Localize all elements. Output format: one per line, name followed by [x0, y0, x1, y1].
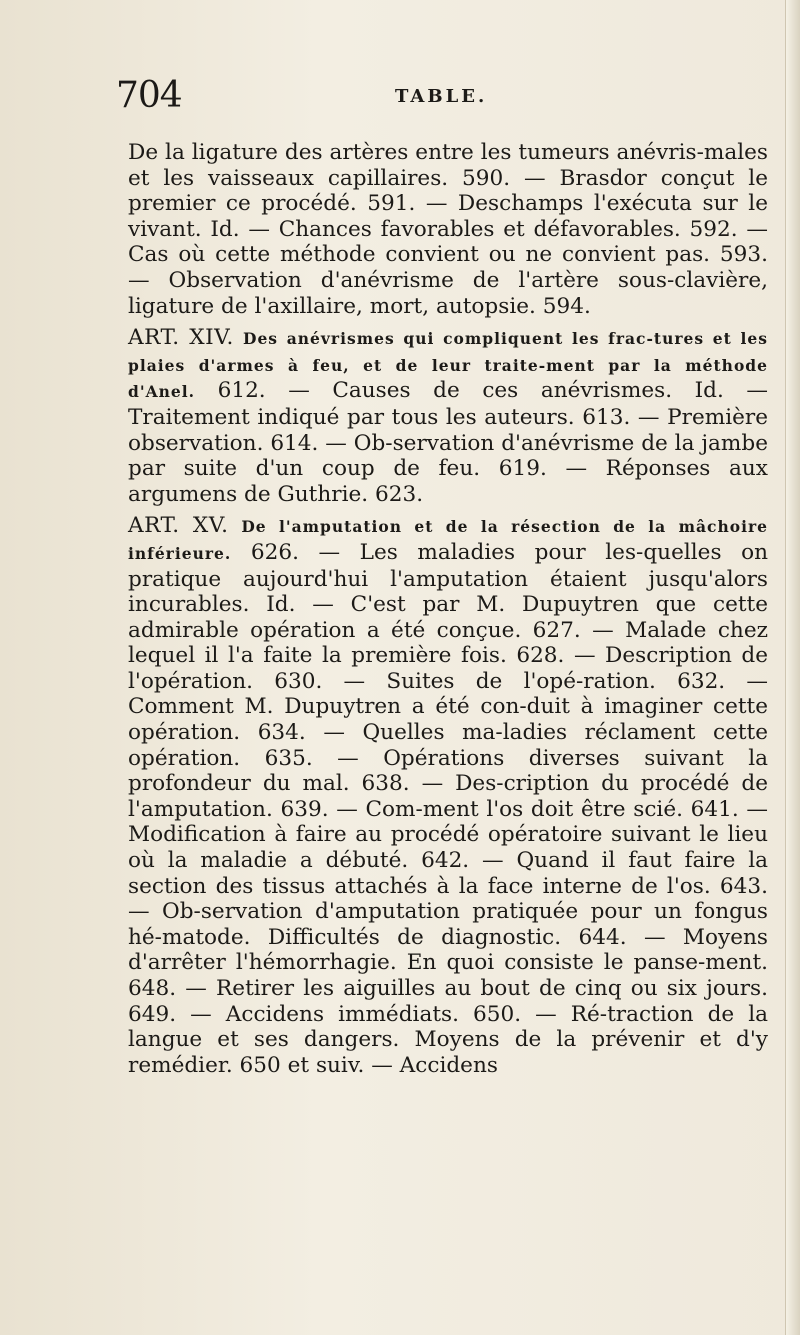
table-of-contents-text [128, 140, 768, 1084]
page-edge [785, 0, 800, 1335]
entry-text: 626. — Les maladies pour les-quelles on pratique aujourd'hui l'amputation étaient jusqu'alors incurables. Id. — C'est par M. Dupuytren que cette admirable opération a été conçue. 627. — Malade chez lequel il l'a faite la première fois. 628. — Description de l'opération. 630. — Suites de l'opé-ration. 632. — Comment M. Dupuytren a été con-duit à imaginer cette opération. 634. — Quelles ma-ladies réclament cette opération. 635. — Opérations diverses suivant la profondeur du mal. 638. — Des-cription du procédé de l'amputation. 639. — Com-ment l'os doit être scié. 641. — Modification à faire au procédé opératoire suivant le lieu où la maladie a débuté. 642. — Quand il faut faire la section des tissus attachés à la face interne de l'os. 643. — Ob-servation d'amputation pratiquée pour un fongus hé-matode. Difficultés de diagnostic. 644. — Moyens d'arrêter l'hémorrhagie. En quoi consiste le panse-ment. 648. — Retirer les aiguilles au bout de cinq ou six jours. 649. — Accidens immédiats. 650. — Ré-traction de la langue et ses dangers. Moyens de la prévenir et d'y remédier. 650 et suiv. — Accidens [128, 539, 768, 1078]
running-title: TABLE. [395, 86, 488, 107]
page-number: 704 [116, 75, 182, 116]
article-number: ART. XIV. [128, 325, 234, 351]
toc-entry-article-xiv [128, 325, 768, 507]
entry-text: 612. — Causes de ces anévrismes. Id. — Traitement indiqué par tous les auteurs. 613. — Première observation. 614. — Ob-servation d'anévrisme de la jambe par suite d'un coup de feu. 619. — Réponses aux argumens de Guthrie. 623. [128, 378, 768, 507]
toc-entry-ligature [128, 140, 768, 319]
toc-entry-article-xv [128, 513, 768, 1078]
article-number: ART. XV. [128, 513, 229, 539]
page-header [116, 76, 556, 116]
entry-text: De la ligature des artères entre les tumeurs anévris-males et les vaisseaux capillaires. 590. — Brasdor conçut le premier ce procédé. 591. — Deschamps l'exécuta sur le vivant. Id. — Chances favorables et défavorables. 592. — Cas où cette méthode convient ou ne convient pas. 593. — Observation d'anévrisme de l'artère sous-clavière, ligature de l'axillaire, mort, autopsie. 594. [128, 140, 768, 319]
article-title: De l'amputation et de la résection de la mâchoire inférieure. [128, 517, 768, 563]
article-title: Des anévrismes qui compliquent les frac-tures et les plaies d'armes à feu, et de leur traite-ment par la méthode d'Anel. [128, 329, 768, 402]
